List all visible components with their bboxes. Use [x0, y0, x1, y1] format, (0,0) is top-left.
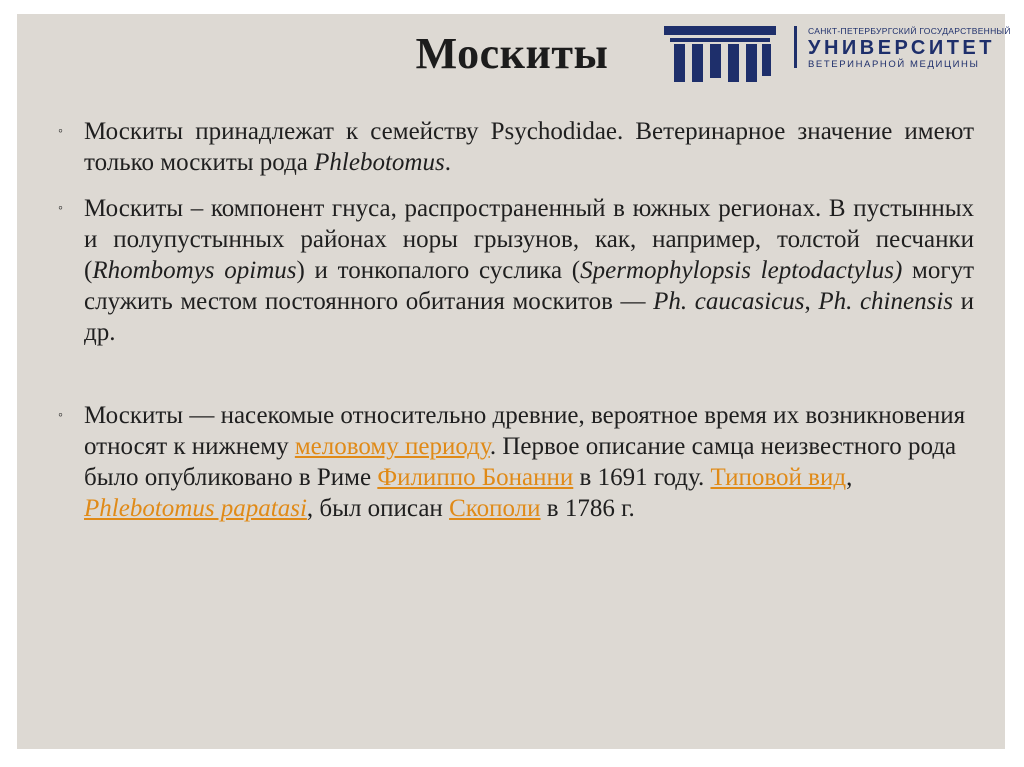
bullet-marker-icon: ◦ [58, 124, 63, 139]
text: и др. [84, 288, 974, 346]
university-wordmark [808, 26, 1011, 70]
logo-divider [794, 26, 797, 68]
text: могут служить местом постоянного обитания москитов — [84, 257, 975, 315]
link-phlebotomus-papatasi[interactable]: Phlebotomus papatasi [84, 495, 307, 522]
logo-line-faculty: ВЕТЕРИНАРНОЙ МЕДИЦИНЫ [808, 59, 980, 70]
link-type-species[interactable]: Типовой вид [710, 464, 847, 491]
species-name: Rhombomys opimus [92, 257, 297, 284]
text: Москиты — насекомые относительно древние, вероятное время их возникновения относят к нижнему [84, 402, 966, 460]
logo-line-city: САНКТ-ПЕТЕРБУРГСКИЙ ГОСУДАРСТВЕННЫЙ [808, 26, 1011, 36]
text: . [444, 149, 451, 176]
text: Москиты – компонент гнуса, распространенный в южных регионах. В пустынных и полупустынных районах норы грызунов, как, например, толстой песчанки ( [84, 195, 974, 284]
logo-line-university: УНИВЕРСИТЕТ [808, 37, 995, 59]
species-name: Ph. caucasicus [653, 288, 805, 315]
species-name: Ph. chinensis [818, 288, 954, 315]
link-filippo-bonanni[interactable]: Филиппо Бонанни [377, 464, 574, 491]
text: в 1691 году. [573, 464, 711, 491]
genus-name: Phlebotomus [314, 149, 445, 176]
text: ) и тонкопалого суслика ( [296, 257, 581, 284]
text: , был описан [306, 495, 450, 522]
species-name: Spermophylopsis leptodactylus) [580, 257, 903, 284]
slide-title: Москиты [415, 29, 609, 78]
link-cretaceous-period[interactable]: меловому периоду [294, 433, 490, 460]
bullet-item-habitat [58, 193, 974, 348]
text: Москиты принадлежат к семейству Psychodidae. Ветеринарное значение имеют только москиты рода [84, 118, 974, 176]
bullet-list [58, 116, 974, 524]
text: в 1786 г. [540, 495, 635, 522]
bullet-item-family [58, 116, 974, 178]
text: , [804, 288, 819, 315]
bullet-item-history [58, 400, 974, 524]
text: . Первое описание самца неизвестного рода было опубликовано в Риме [84, 433, 957, 491]
bullet-marker-icon: ◦ [58, 408, 63, 423]
columns-emblem-icon [664, 26, 776, 82]
link-scopoli[interactable]: Скополи [449, 495, 541, 522]
bullet-marker-icon: ◦ [58, 201, 63, 216]
text: , [846, 464, 853, 491]
